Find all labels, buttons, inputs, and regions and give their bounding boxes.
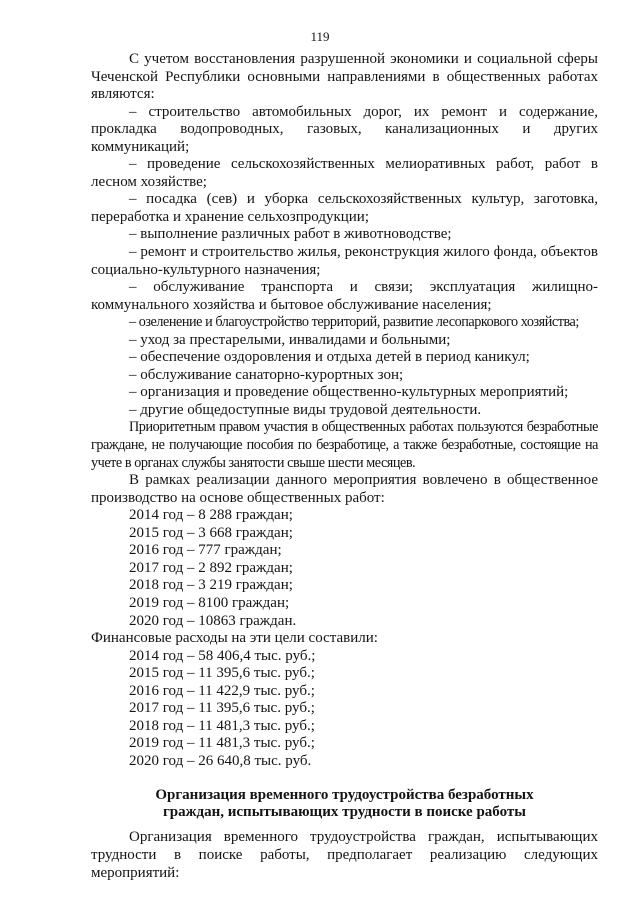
section-heading-line: граждан, испытывающих трудности в поиске работы xyxy=(162,804,526,821)
direction-item: – строительство автомобильных дорог, их ремонт и содержание, прокладка водопроводных, газовых, канализационных и других коммуникаций; xyxy=(91,103,598,155)
page-number: 119 xyxy=(310,29,330,44)
direction-item: – обеспечение оздоровления и отдыха детей в период каникул; xyxy=(129,349,530,366)
expenses-intro: Финансовые расходы на эти цели составили: xyxy=(91,630,378,647)
direction-item: – обслуживание санаторно-курортных зон; xyxy=(129,366,404,383)
involved-year-line: 2018 год – 3 219 граждан; xyxy=(129,577,293,594)
priority-paragraph: Приоритетным правом участия в общественных работах пользуются безработные граждане, не получающие пособия по безработице, а также безработные, состоящие на учете в органах службы занятости свыше шести месяцев. xyxy=(91,419,598,471)
involved-year-line: 2015 год – 3 668 граждан; xyxy=(129,524,293,541)
expense-year-line: 2016 год – 11 422,9 тыс. руб.; xyxy=(129,682,315,699)
direction-item: – другие общедоступные виды трудовой деятельности. xyxy=(129,401,482,418)
expense-year-line: 2017 год – 11 395,6 тыс. руб.; xyxy=(129,700,315,717)
direction-item: – организация и проведение общественно-культурных мероприятий; xyxy=(129,384,569,401)
expense-year-line: 2018 год – 11 481,3 тыс. руб.; xyxy=(129,717,315,734)
involved-year-line: 2016 год – 777 граждан; xyxy=(129,542,282,559)
document-body xyxy=(91,51,598,882)
involved-intro: В рамках реализации данного мероприятия вовлечено в общественное производство на основе общественных работ: xyxy=(91,472,598,506)
expense-year-line: 2019 год – 11 481,3 тыс. руб.; xyxy=(129,735,315,752)
expense-year-line: 2015 год – 11 395,6 тыс. руб.; xyxy=(129,665,315,682)
direction-item: – посадка (сев) и уборка сельскохозяйственных культур, заготовка, переработка и хранение сельхозпродукции; xyxy=(91,191,598,225)
direction-item: – выполнение различных работ в животноводстве; xyxy=(129,226,452,243)
involved-year-line: 2017 год – 2 892 граждан; xyxy=(129,559,293,576)
involved-year-line: 2019 год – 8100 граждан; xyxy=(129,594,290,611)
involved-year-line: 2020 год – 10863 граждан. xyxy=(129,612,297,629)
direction-item: – озеленение и благоустройство территорий, развитие лесопаркового хозяйства; xyxy=(129,314,579,331)
direction-item: – уход за престарелыми, инвалидами и больными; xyxy=(129,331,451,348)
intro-paragraph: С учетом восстановления разрушенной экономики и социальной сферы Чеченской Республики основными направлениями в общественных работах являются: xyxy=(91,51,598,103)
expense-year-line: 2014 год – 58 406,4 тыс. руб.; xyxy=(129,647,316,664)
section-heading-line: Организация временного трудоустройства безработных xyxy=(155,787,534,804)
expense-year-line: 2020 год – 26 640,8 тыс. руб. xyxy=(129,752,312,769)
direction-item: – обслуживание транспорта и связи; эксплуатация жилищно-коммунального хозяйства и бытовое обслуживание населения; xyxy=(91,279,598,313)
involved-year-line: 2014 год – 8 288 граждан; xyxy=(129,507,293,524)
closing-paragraph: Организация временного трудоустройства граждан, испытывающих трудности в поиске работы, предполагает реализацию следующих мероприятий: xyxy=(91,829,598,881)
direction-item: – проведение сельскохозяйственных мелиоративных работ, работ в лесном хозяйстве; xyxy=(91,156,598,190)
direction-item: – ремонт и строительство жилья, реконструкция жилого фонда, объектов социально-культурного назначения; xyxy=(91,244,598,278)
section-heading xyxy=(91,787,598,821)
